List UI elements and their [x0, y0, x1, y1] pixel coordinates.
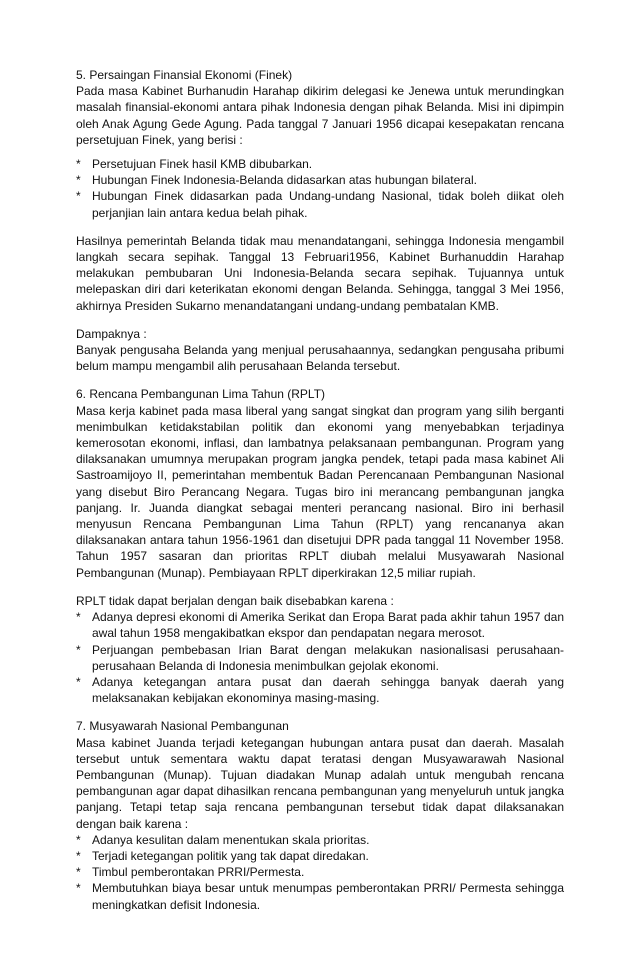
- list-item: * Adanya depresi ekonomi di Amerika Serikat dan Eropa Barat pada akhir tahun 1957 dan awal tahun 1958 mengakibatkan ekspor dan pendapatan negara merosot.: [76, 610, 564, 641]
- bullet-star: *: [76, 173, 81, 188]
- list-item: * Adanya kesulitan dalam menentukan skala prioritas.: [76, 832, 370, 847]
- section-5-intro: Pada masa Kabinet Burhanudin Harahap dikirim delegasi ke Jenewa untuk merundingkan masalah finansial-ekonomi antara pihak Indonesia dengan pihak Belanda. Misi ini dipimpin oleh Anak Agung Gede Agung. Pada tanggal 7 Januari 1956 dicapai kesepakatan rencana persetujuan Finek, yang berisi :: [76, 84, 564, 147]
- section-7-bullet-list: [76, 832, 564, 913]
- section-6-body: Masa kerja kabinet pada masa liberal yang sangat singkat dan program yang silih berganti menimbulkan ketidakstabilan politik dan ekonomi yang menyebabkan terjadinya kemerosotan ekonomi, inflasi, dan lambatnya pelaksanaan pembangunan. Program yang dilaksanakan umumnya merupakan program jangka pendek, tetapi pada masa kabinet Ali Sastroamijoyo II, pemerintahan membentuk Badan Perencanaan Pembangunan Nasional yang disebut Biro Perancang Negara. Tugas biro ini merancang pembangunan jangka panjang. Ir. Juanda diangkat sebagai menteri perancang nasional. Biro ini berhasil menyusun Rencana Pembangunan Lima Tahun (RPLT) yang rencananya akan dilaksanakan antara tahun 1956-1961 dan disetujui DPR pada tanggal 11 November 1958. Tahun 1957 sasaran dan prioritas RPLT diubah melalui Musyawarah Nasional Pembangunan (Munap). Pembiayaan RPLT diperkirakan 12,5 miliar rupiah.: [76, 403, 564, 580]
- bullet-star: *: [76, 865, 81, 880]
- bullet-star: *: [76, 848, 81, 863]
- section-5-bullet-list: [76, 156, 564, 221]
- list-item: * Timbul pemberontakan PRRI/Permesta.: [76, 865, 305, 880]
- list-item: * Adanya ketegangan antara pusat dan daerah sehingga banyak daerah yang melaksanakan kebijakan ekonominya masing-masing.: [76, 674, 564, 706]
- section-5-impact: Banyak pengusaha Belanda yang menjual perusahaannya, sedangkan pengusaha pribumi belum mampu mengambil alih perusahaan Belanda tersebut.: [76, 343, 564, 374]
- section-6-bullet-list: [76, 609, 564, 706]
- bullet-star: *: [76, 157, 81, 172]
- section-5-title: 5. Persaingan Finansial Ekonomi (Finek): [76, 68, 293, 82]
- bullet-star: *: [76, 832, 81, 847]
- bullet-star: *: [76, 674, 81, 689]
- list-item: * Perjuangan pembebasan Irian Barat dengan melakukan nasionalisasi perusahaan-perusahaan Belanda di Indonesia menimbulkan gejolak ekonomi.: [76, 642, 564, 673]
- document-page: [76, 67, 564, 913]
- bullet-star: *: [76, 642, 81, 657]
- bullet-star: *: [76, 189, 81, 204]
- list-item: * Hubungan Finek didasarkan pada Undang-undang Nasional, tidak boleh diikat oleh perjanjian lain antara kedua belah pihak.: [76, 189, 564, 220]
- section-7-body: Masa kabinet Juanda terjadi ketegangan hubungan antara pusat dan daerah. Masalah tersebut untuk sementara waktu dapat teratasi dengan Musyawarawah Nasional Pembangunan (Munap). Tujuan diadakan Munap adalah untuk mengubah rencana pembangunan agar dapat dihasilkan rencana pembangunan yang menyeluruh untuk jangka panjang. Tetapi tetap saja rencana pembangunan tersebut tidak dapat dilaksanakan dengan baik karena :: [76, 735, 564, 831]
- list-item: * Persetujuan Finek hasil KMB dibubarkan.: [76, 157, 313, 172]
- section-5-impact-label: Dampaknya :: [76, 326, 147, 341]
- list-item: * Membutuhkan biaya besar untuk menumpas pemberontakan PRRI/ Permesta sehingga meningkatkan defisit Indonesia.: [76, 881, 564, 912]
- section-7-title: 7. Musyawarah Nasional Pembangunan: [76, 719, 289, 734]
- section-6-failure-intro: RPLT tidak dapat berjalan dengan baik disebabkan karena :: [76, 593, 394, 608]
- bullet-star: *: [76, 881, 81, 896]
- section-6-title: 6. Rencana Pembangunan Lima Tahun (RPLT): [76, 387, 326, 402]
- list-item: * Terjadi ketegangan politik yang tak dapat diredakan.: [76, 848, 369, 863]
- list-item: * Hubungan Finek Indonesia-Belanda didasarkan atas hubungan bilateral.: [76, 173, 477, 188]
- section-5-result: Hasilnya pemerintah Belanda tidak mau menandatangani, sehingga Indonesia mengambil langkah secara sepihak. Tanggal 13 Februari1956, Kabinet Burhanuddin Harahap melakukan pembubaran Uni Indonesia-Belanda secara sepihak. Tujuannya untuk melepaskan diri dari keterikatan ekonomi dengan Belanda. Sehingga, tanggal 3 Mei 1956, akhirnya Presiden Sukarno menandatangani undang-undang pembatalan KMB.: [76, 233, 564, 313]
- bullet-star: *: [76, 610, 81, 625]
